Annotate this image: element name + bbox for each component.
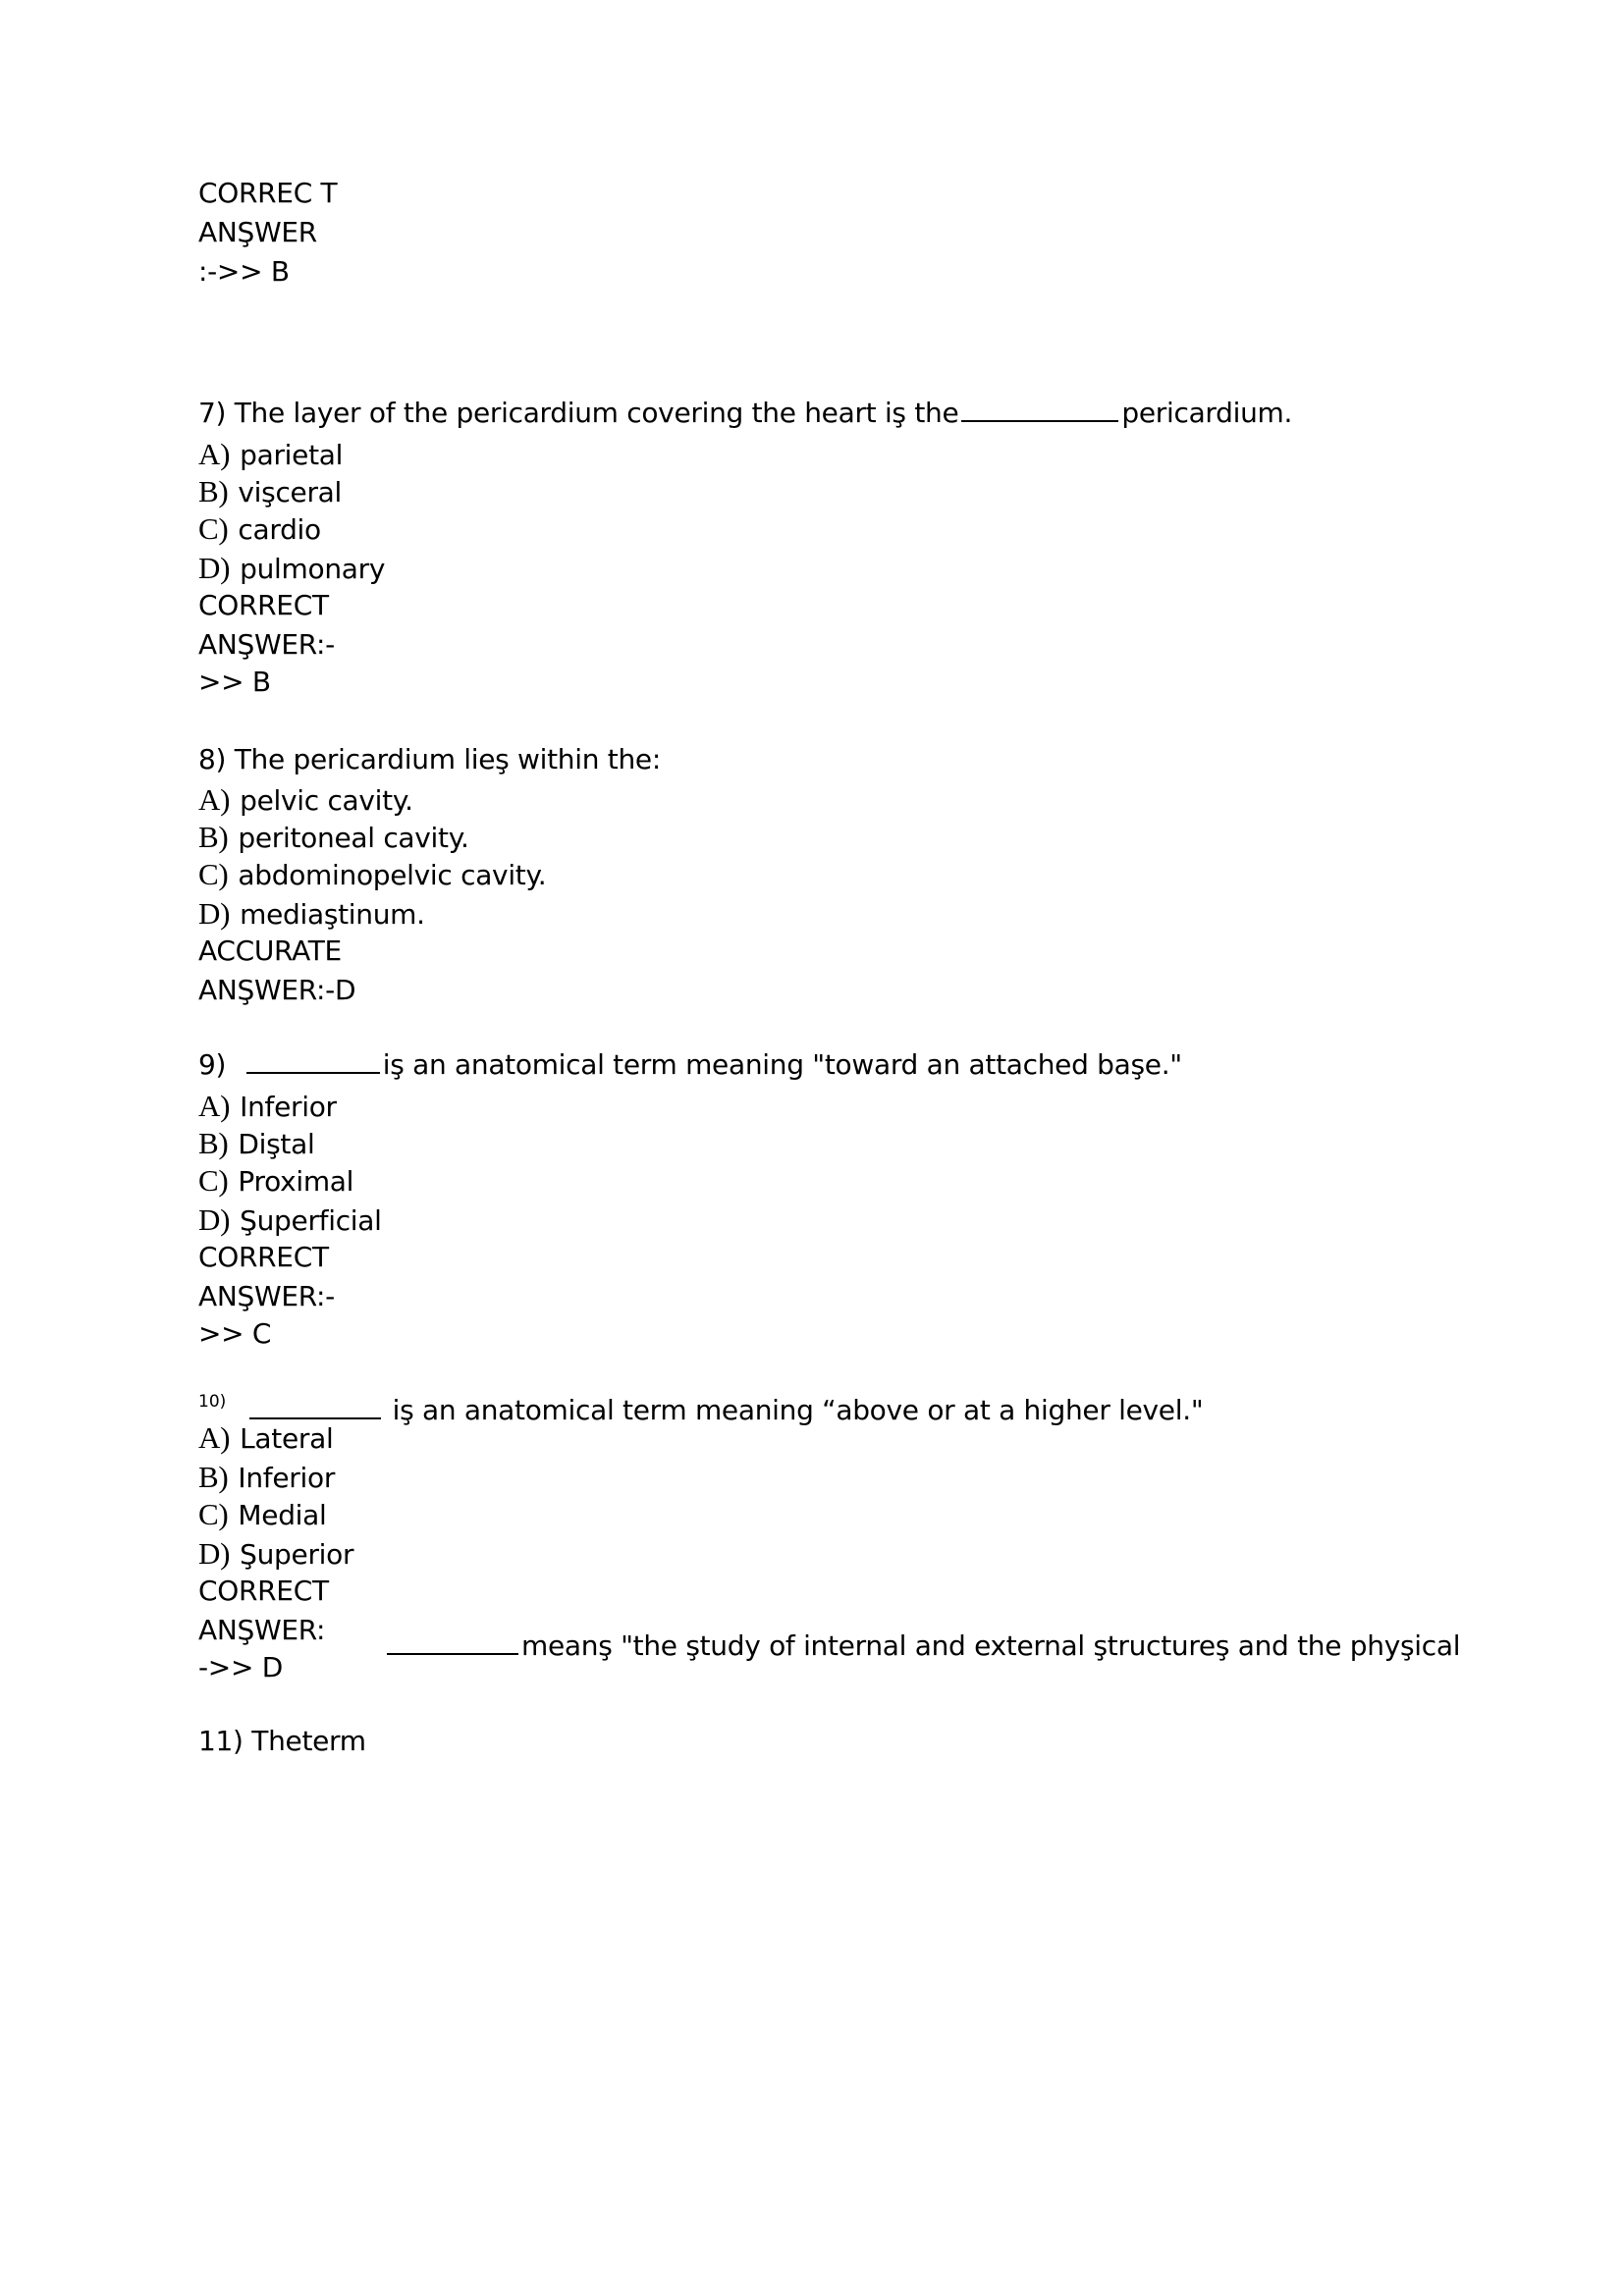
- question-number: 7): [198, 397, 227, 429]
- question-7-stem: [198, 397, 1292, 430]
- top-answer-line3: :->> B: [198, 255, 290, 288]
- option-d: D) mediaştinum.: [198, 896, 425, 931]
- option-b: B) Inferior: [198, 1460, 336, 1494]
- question-11-stem: [198, 1725, 366, 1758]
- question-number: 11): [198, 1725, 244, 1757]
- option-c: C) abdominopelvic cavity.: [198, 857, 547, 891]
- answer-label-line1: CORRECT: [198, 589, 329, 621]
- answer-value: >> C: [198, 1317, 272, 1350]
- answer-label-line1: CORRECT: [198, 1575, 329, 1607]
- answer-value: ->> D: [198, 1651, 283, 1683]
- answer-label-line2: ANŞWER:-: [198, 628, 335, 661]
- question-number: 8): [198, 743, 227, 775]
- question-text: iş an anatomical term meaning “above or at a higher level.": [392, 1394, 1204, 1426]
- question-8-stem: [198, 743, 661, 776]
- question-text-end: pericardium.: [1121, 397, 1293, 429]
- option-a: A) pelvic cavity.: [198, 782, 413, 817]
- option-d: D) Şuperior: [198, 1536, 354, 1571]
- answer-label-line1: ACCURATE: [198, 934, 342, 967]
- option-b: B) vişceral: [198, 474, 343, 508]
- answer-blank: [249, 1412, 381, 1419]
- option-a: A) Lateral: [198, 1420, 334, 1455]
- question-number: 9): [198, 1048, 227, 1081]
- top-answer-line2: ANŞWER: [198, 216, 317, 248]
- answer-value: ANŞWER:-D: [198, 974, 356, 1006]
- question-10-number: 10): [198, 1392, 227, 1412]
- top-answer-line1: CORREC T: [198, 177, 338, 209]
- question-text-start: Theterm: [251, 1725, 366, 1757]
- answer-blank: [387, 1647, 518, 1655]
- option-c: C) Proximal: [198, 1163, 354, 1198]
- answer-value: >> B: [198, 666, 271, 698]
- question-11-continuation: [387, 1629, 1460, 1663]
- answer-label-line1: CORRECT: [198, 1241, 329, 1273]
- option-d: D) pulmonary: [198, 551, 386, 585]
- option-d: D) Şuperficial: [198, 1202, 382, 1237]
- option-b: B) peritoneal cavity.: [198, 820, 469, 854]
- answer-label-line2: ANŞWER:: [198, 1614, 326, 1646]
- option-a: A) parietal: [198, 437, 344, 471]
- question-10-stem: [249, 1394, 1203, 1427]
- option-b: B) Diştal: [198, 1126, 315, 1160]
- option-c: C) cardio: [198, 511, 321, 546]
- question-text: meanş "the ştudy of internal and external ştructureş and the phyşical: [521, 1629, 1461, 1662]
- question-9-stem: [198, 1048, 1182, 1082]
- answer-blank: [246, 1066, 380, 1074]
- option-c: C) Medial: [198, 1497, 327, 1531]
- question-text: iş an anatomical term meaning "toward an attached başe.": [382, 1048, 1182, 1081]
- question-text: The layer of the pericardium covering the heart iş the: [234, 397, 959, 429]
- question-text: The pericardium lieş within the:: [234, 743, 661, 775]
- answer-label-line2: ANŞWER:-: [198, 1280, 335, 1312]
- option-a: A) Inferior: [198, 1089, 337, 1123]
- answer-blank: [961, 414, 1118, 422]
